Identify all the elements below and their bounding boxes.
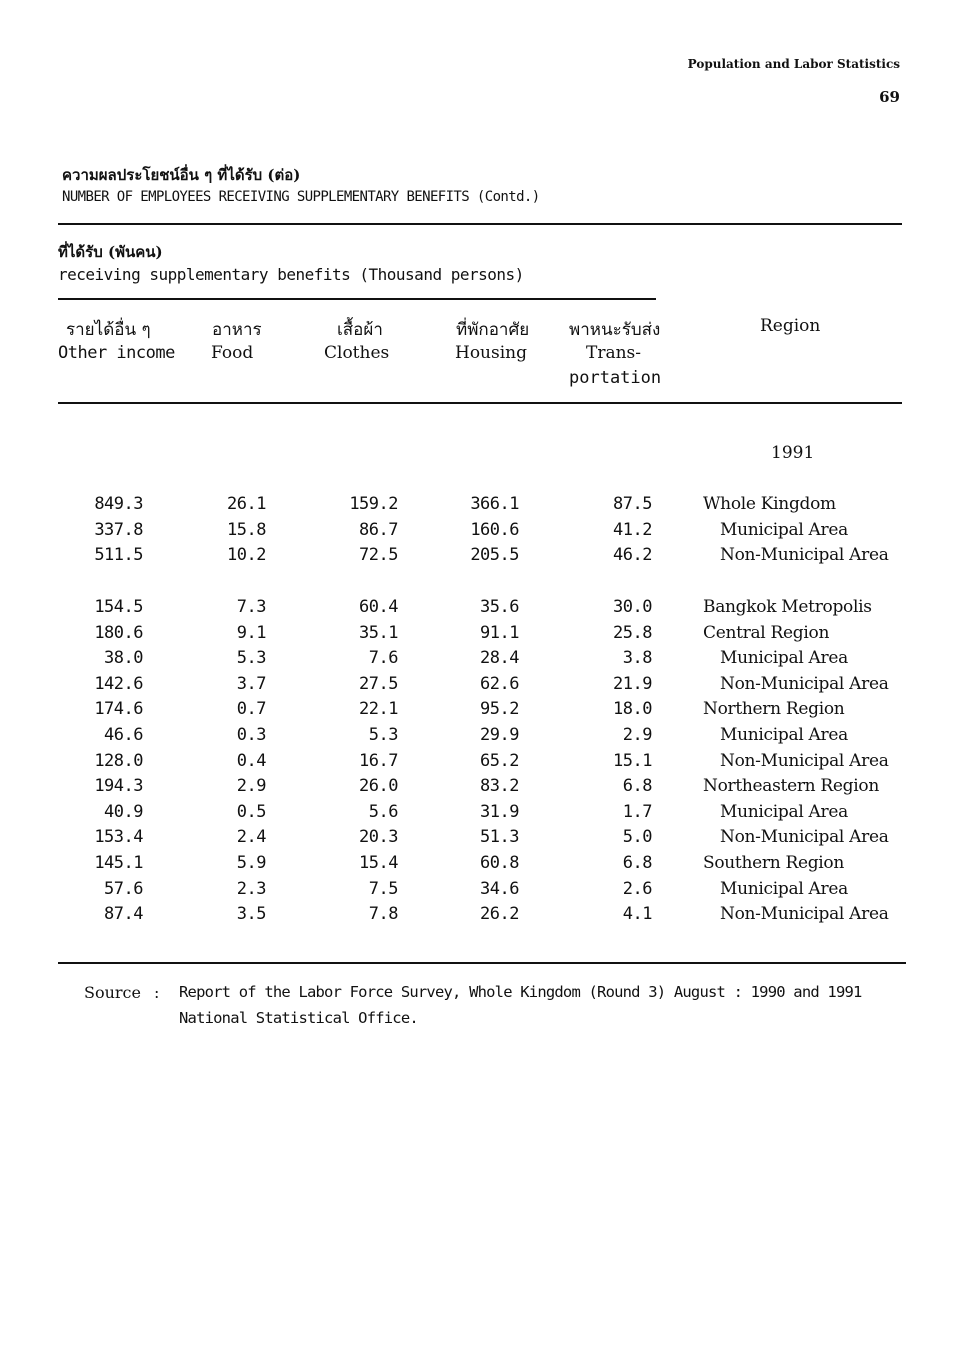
other-income-cell: 40.9: [104, 801, 143, 822]
housing-cell: 366.1: [470, 494, 519, 514]
col-transport-thai: พาหนะรับส่ง: [569, 320, 661, 340]
other-income-cell: 145.1: [94, 853, 143, 873]
other-income-cell: 194.3: [94, 776, 143, 797]
clothes-cell: 35.1: [359, 622, 398, 643]
transport-cell: 30.0: [613, 597, 652, 617]
food-cell: 10.2: [227, 545, 266, 566]
food-cell: 2.3: [236, 878, 266, 899]
transport-cell: 1.7: [622, 801, 652, 822]
subtitle-thai: ที่ได้รับ (พันคน): [58, 243, 163, 261]
col-transport-line2: portation: [569, 368, 662, 388]
source-colon: :: [154, 983, 160, 1002]
transport-cell: 41.2: [613, 519, 652, 540]
food-cell: 2.4: [236, 827, 266, 848]
col-housing-thai: ที่พักอาศัย: [456, 320, 530, 340]
other-income-cell: 87.4: [104, 904, 143, 925]
food-cell: 0.3: [236, 725, 266, 745]
other-income-cell: 46.6: [104, 725, 143, 745]
transport-cell: 18.0: [613, 699, 652, 720]
other-income-cell: 142.6: [94, 673, 143, 694]
food-cell: 3.7: [236, 673, 266, 694]
col-other-income: Other income: [58, 343, 175, 363]
housing-cell: 28.4: [480, 648, 519, 669]
other-income-cell: 511.5: [94, 545, 143, 566]
region-cell: Whole Kingdom: [703, 494, 836, 514]
clothes-cell: 72.5: [359, 545, 398, 566]
clothes-cell: 16.7: [359, 750, 398, 771]
col-food: Food: [211, 343, 254, 363]
transport-cell: 46.2: [613, 545, 652, 566]
clothes-cell: 7.8: [368, 904, 398, 925]
clothes-cell: 7.5: [368, 878, 398, 899]
other-income-cell: 180.6: [94, 622, 143, 643]
food-cell: 2.9: [236, 776, 266, 797]
housing-cell: 91.1: [480, 622, 519, 643]
source-line-2: National Statistical Office.: [179, 1009, 418, 1027]
housing-cell: 65.2: [480, 750, 519, 771]
region-cell: Northern Region: [703, 699, 845, 720]
region-cell: Municipal Area: [720, 648, 848, 669]
clothes-cell: 159.2: [349, 494, 398, 514]
other-income-cell: 154.5: [94, 597, 143, 617]
region-cell: Central Region: [703, 622, 830, 643]
housing-cell: 34.6: [480, 878, 519, 899]
food-cell: 3.5: [236, 904, 266, 925]
food-cell: 26.1: [227, 494, 266, 514]
housing-cell: 160.6: [470, 519, 519, 540]
col-transport-line1: Trans-: [586, 343, 642, 363]
other-income-cell: 337.8: [94, 519, 143, 540]
housing-cell: 29.9: [480, 725, 519, 745]
page-number: 69: [879, 88, 900, 106]
title-thai: ความผลประโยชน์อื่น ๆ ที่ได้รับ (ต่อ): [62, 166, 301, 184]
transport-cell: 6.8: [622, 776, 652, 797]
food-cell: 15.8: [227, 519, 266, 540]
clothes-cell: 5.3: [368, 725, 398, 745]
region-cell: Northeastern Region: [703, 776, 879, 797]
food-cell: 0.7: [236, 699, 266, 720]
housing-cell: 60.8: [480, 853, 519, 873]
other-income-cell: 153.4: [94, 827, 143, 848]
other-income-cell: 57.6: [104, 878, 143, 899]
subtitle-rule: [58, 298, 656, 300]
transport-cell: 2.6: [622, 878, 652, 899]
food-cell: 0.5: [236, 801, 266, 822]
transport-cell: 5.0: [622, 827, 652, 848]
year-label: 1991: [771, 443, 815, 463]
other-income-cell: 128.0: [94, 750, 143, 771]
transport-cell: 4.1: [622, 904, 652, 925]
transport-cell: 6.8: [622, 853, 652, 873]
region-cell: Southern Region: [703, 853, 845, 873]
region-cell: Municipal Area: [720, 519, 848, 540]
other-income-cell: 849.3: [94, 494, 143, 514]
food-cell: 5.3: [236, 648, 266, 669]
title-rule: [58, 223, 902, 225]
header-rule: [58, 402, 902, 404]
housing-cell: 62.6: [480, 673, 519, 694]
running-title: Population and Labor Statistics: [687, 57, 900, 71]
region-cell: Non-Municipal Area: [720, 750, 889, 771]
food-cell: 9.1: [236, 622, 266, 643]
other-income-cell: 38.0: [104, 648, 143, 669]
col-clothes-thai: เสื้อผ้า: [337, 320, 383, 340]
source-line-1: Report of the Labor Force Survey, Whole Kingdom (Round 3) August : 1990 and 1991: [179, 983, 862, 1001]
housing-cell: 51.3: [480, 827, 519, 848]
clothes-cell: 22.1: [359, 699, 398, 720]
region-cell: Bangkok Metropolis: [703, 597, 872, 617]
region-cell: Non-Municipal Area: [720, 904, 889, 925]
clothes-cell: 27.5: [359, 673, 398, 694]
col-clothes: Clothes: [324, 343, 390, 363]
col-food-thai: อาหาร: [212, 320, 262, 340]
transport-cell: 25.8: [613, 622, 652, 643]
transport-cell: 21.9: [613, 673, 652, 694]
col-housing: Housing: [455, 343, 528, 363]
housing-cell: 31.9: [480, 801, 519, 822]
transport-cell: 3.8: [622, 648, 652, 669]
table-bottom-rule: [58, 962, 906, 964]
transport-cell: 15.1: [613, 750, 652, 771]
region-cell: Non-Municipal Area: [720, 827, 889, 848]
housing-cell: 205.5: [470, 545, 519, 566]
clothes-cell: 7.6: [368, 648, 398, 669]
subtitle-english: receiving supplementary benefits (Thousand persons): [58, 265, 524, 284]
transport-cell: 87.5: [613, 494, 652, 514]
food-cell: 0.4: [236, 750, 266, 771]
food-cell: 7.3: [236, 597, 266, 617]
region-cell: Municipal Area: [720, 878, 848, 899]
col-region: Region: [760, 316, 821, 336]
clothes-cell: 26.0: [359, 776, 398, 797]
region-cell: Municipal Area: [720, 725, 848, 745]
housing-cell: 83.2: [480, 776, 519, 797]
clothes-cell: 60.4: [359, 597, 398, 617]
housing-cell: 95.2: [480, 699, 519, 720]
other-income-cell: 174.6: [94, 699, 143, 720]
title-english: NUMBER OF EMPLOYEES RECEIVING SUPPLEMENTARY BENEFITS (Contd.): [62, 189, 540, 205]
clothes-cell: 5.6: [368, 801, 398, 822]
source-label: Source: [84, 983, 141, 1002]
region-cell: Municipal Area: [720, 801, 848, 822]
clothes-cell: 20.3: [359, 827, 398, 848]
transport-cell: 2.9: [622, 725, 652, 745]
clothes-cell: 86.7: [359, 519, 398, 540]
col-other-income-thai: รายได้อื่น ๆ: [66, 320, 151, 340]
region-cell: Non-Municipal Area: [720, 545, 889, 566]
clothes-cell: 15.4: [359, 853, 398, 873]
region-cell: Non-Municipal Area: [720, 673, 889, 694]
housing-cell: 26.2: [480, 904, 519, 925]
food-cell: 5.9: [236, 853, 266, 873]
housing-cell: 35.6: [480, 597, 519, 617]
